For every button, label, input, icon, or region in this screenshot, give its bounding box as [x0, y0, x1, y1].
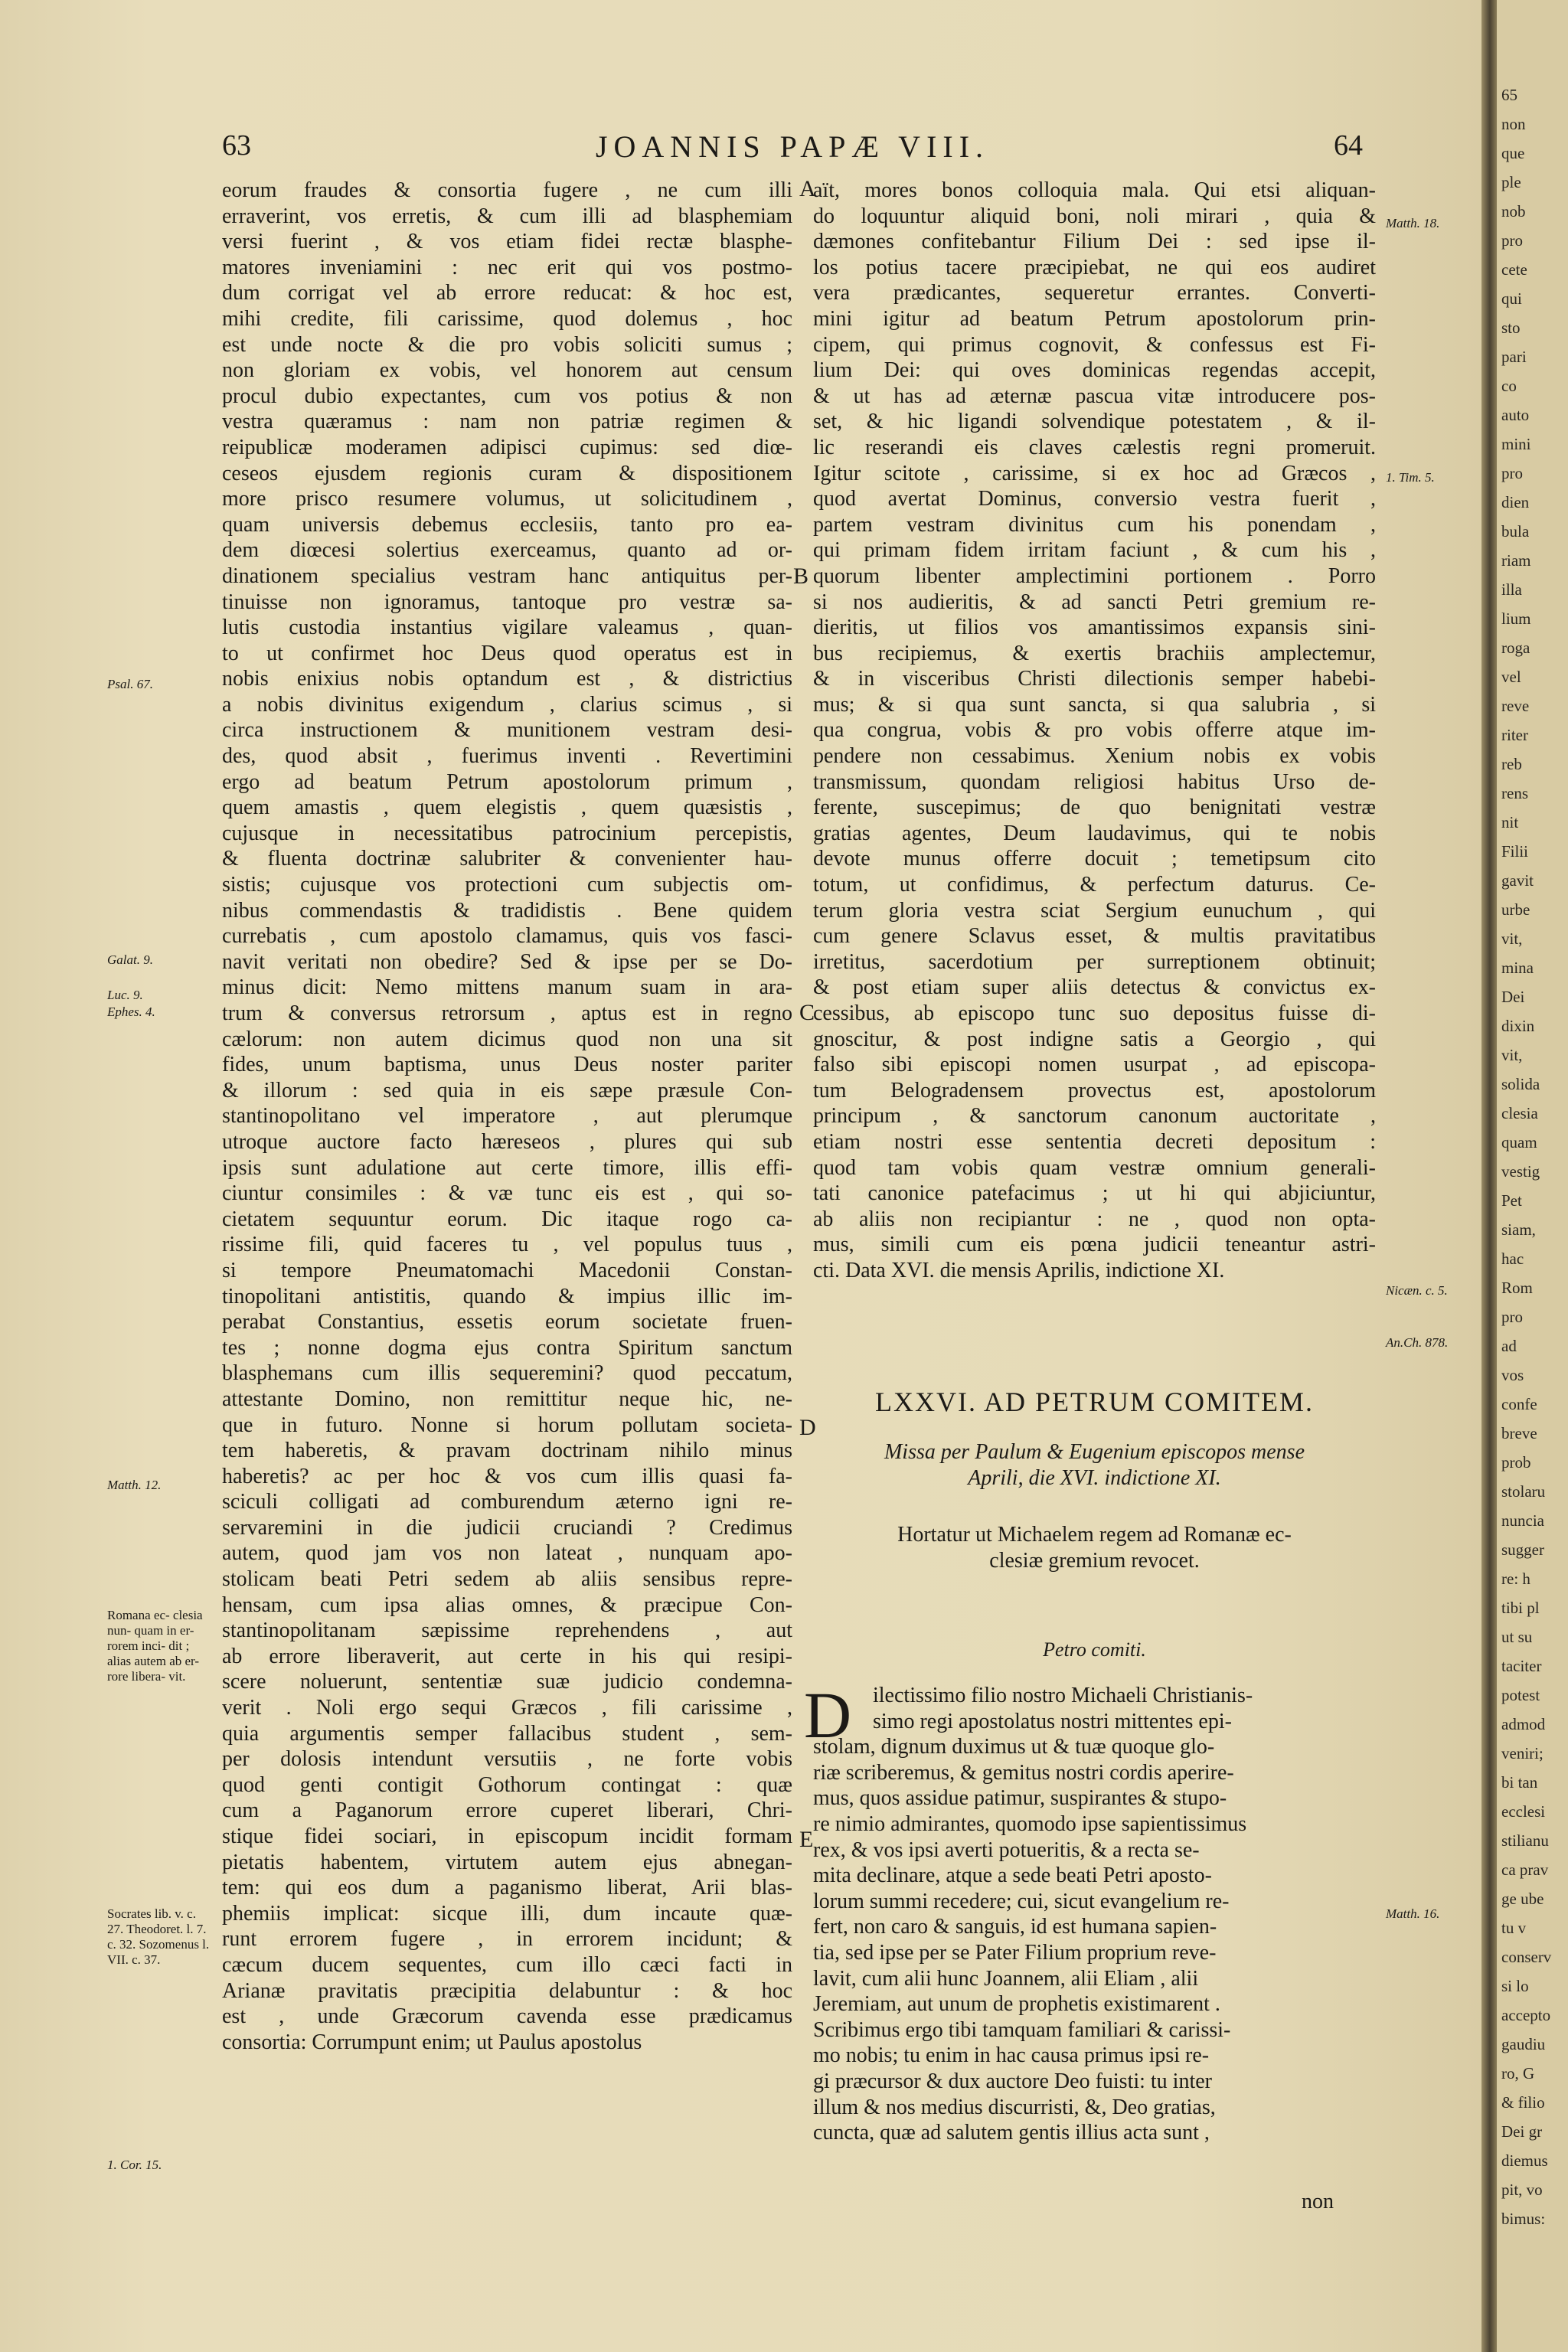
- next-page-fragment: dixin: [1501, 1017, 1535, 1035]
- right-column-line: cipem, qui primus cognovit, & confessus est Fi-: [813, 332, 1376, 357]
- left-column-line: to ut confirmet hoc Deus quod operatus est in: [222, 641, 792, 665]
- left-column-line: stantinopolitano vel imperatore , aut plerumque: [222, 1104, 792, 1129]
- letter-line: rex, & vos ipsi averti potueritis, & a recta se-: [813, 1838, 1200, 1862]
- next-page-fragment: conserv: [1501, 1948, 1552, 1966]
- left-column-line: nibus commendastis & tradidistis . Bene quidem: [222, 898, 792, 923]
- right-column-line: qua congrua, vobis & pro vobis offerre atque im-: [813, 718, 1376, 743]
- next-page-fragment: bula: [1501, 522, 1530, 541]
- epistle-salutation: Petro comiti.: [1043, 1638, 1146, 1661]
- left-page-number: 63: [222, 129, 251, 162]
- right-column-line: qui primam fidem irritam faciunt , & cum his ,: [813, 538, 1376, 563]
- right-column-line: do loquuntur aliquid boni, noli mirari , quia &: [813, 204, 1376, 228]
- right-column-line: pendere non cessabimus. Xenium nobis ex vobis: [813, 744, 1376, 769]
- left-column-line: non gloriam ex vobis, vel honorem aut censum: [222, 358, 792, 383]
- right-column-line: & post etiam super aliis detectus & convictus ex-: [813, 975, 1376, 1000]
- left-column-line: stique fidei sociari, in episcopum incidit formam: [222, 1824, 792, 1848]
- left-column-line: & illorum : sed quia in eis sæpe præsule Con-: [222, 1078, 792, 1102]
- left-column-line: servaremini in die judicii cruciandi ? Credimus: [222, 1515, 792, 1540]
- left-column-line: sciculi colligati ad comburendum æterno igni re-: [222, 1490, 792, 1514]
- right-column-line: totum, ut confidimus, & perfectum daturus. Ce-: [813, 873, 1376, 897]
- right-column-line: cessibus, ab episcopo tunc suo depositus fuisse di-: [813, 1001, 1376, 1025]
- left-column-line: Arianæ pravitatis præcipitia delabuntur : & hoc: [222, 1978, 792, 2003]
- next-page-fragment: admod: [1501, 1715, 1546, 1733]
- next-page-fragment: bimus:: [1501, 2210, 1546, 2228]
- right-column-line: quod avertat Dominus, conversio vestra fuerit ,: [813, 487, 1376, 511]
- left-column-line: navit veritati non obedire? Sed & ipse per se Do-: [222, 949, 792, 974]
- letter-line: re nimio admirantes, quomodo ipse sapientissimus: [813, 1811, 1247, 1836]
- left-column-line: cæcum ducem sequentes, cum illo cæci facti in: [222, 1952, 792, 1977]
- next-page-fragment: riam: [1501, 551, 1531, 570]
- left-column-line: que in futuro. Nonne si horum pollutam societa-: [222, 1413, 792, 1437]
- next-page-fragment: ecclesi: [1501, 1802, 1546, 1821]
- left-column-line: autem, quod jam vos non lateat , nunquam apo-: [222, 1541, 792, 1566]
- right-column-line: mus, simili cum eis pœna judicii teneantur astri-: [813, 1233, 1376, 1257]
- right-column-line: tati canonice patefacimus ; ut hi qui abjiciuntur,: [813, 1181, 1376, 1206]
- next-page-fragment: auto: [1501, 406, 1530, 424]
- left-column-line: circa instructionem & munitionem vestram desi-: [222, 718, 792, 743]
- next-page-fragment: gaudiu: [1501, 2035, 1546, 2053]
- next-page-fragment: vit,: [1501, 929, 1523, 948]
- left-column-line: a nobis divinitus exigendum , clarius scimus , si: [222, 692, 792, 717]
- right-column-line: principum , & sanctorum canonum auctoritate ,: [813, 1104, 1376, 1129]
- next-page-fragment: bi tan: [1501, 1773, 1538, 1792]
- letter-line: ilectissimo filio nostro Michaeli Christianis-: [873, 1684, 1253, 1707]
- left-column-line: tinuisse non ignoramus, tantoque pro vestræ sa-: [222, 590, 792, 614]
- right-text-column: [813, 178, 1376, 1284]
- left-column-line: nobis enixius nobis optandum est , & districtius: [222, 667, 792, 691]
- left-column-line: reipublicæ moderamen adipisci cupimus: sed diœ-: [222, 435, 792, 459]
- right-column-line: set, & hic ligandi solvendique potestatem , & il-: [813, 410, 1376, 434]
- next-page-fragment: Pet: [1501, 1191, 1522, 1210]
- left-column-line: pietatis habentem, virtutem autem ejus abnegan-: [222, 1850, 792, 1874]
- left-column-line: vestra quæramus : nam non patriæ regimen &: [222, 410, 792, 434]
- margin-note-galat: Galat. 9.: [107, 952, 153, 967]
- letter-line: tia, sed ipse per se Pater Filium proprium reve-: [813, 1940, 1217, 1965]
- margin-note-ephes: Ephes. 4.: [107, 1004, 155, 1019]
- left-column-line: stantinopolitanam sæpissime reprehendens , aut: [222, 1619, 792, 1643]
- right-column-line: tum Belogradensem provectus est, apostolorum: [813, 1078, 1376, 1102]
- next-page-fragment: re: h: [1501, 1570, 1530, 1588]
- left-column-line: blasphemans cum illis sequeremini? quod peccatum,: [222, 1361, 792, 1386]
- right-column-line: gnoscitur, & post indigne satis a Georgio , qui: [813, 1027, 1376, 1051]
- next-page-fragment: mina: [1501, 959, 1534, 977]
- right-page-number: 64: [1334, 129, 1363, 162]
- next-page-fragment: que: [1501, 144, 1525, 162]
- right-column-line: aït, mores bonos colloquia mala. Qui etsi aliquan-: [813, 178, 1376, 202]
- left-column-line: more prisco resumere volumus, ut solicitudinem ,: [222, 487, 792, 511]
- next-page-fragment: ro, G: [1501, 2064, 1535, 2082]
- section-letter-c: C: [799, 1000, 815, 1025]
- next-page-fragment: si lo: [1501, 1977, 1529, 1995]
- left-column-line: attestante Domino, non remittitur neque hic, ne-: [222, 1387, 792, 1411]
- right-column-line: cum genere Sclavus esset, & multis pravitatibus: [813, 924, 1376, 949]
- letter-line: gi præcursor & dux auctore Deo fuisti: tu inter: [813, 2069, 1212, 2093]
- next-page-fragment: illa: [1501, 580, 1522, 599]
- letter-line: illum & nos medius discurristi, &, Deo gratias,: [813, 2095, 1216, 2119]
- left-column-line: quia argumentis semper fallacibus student , sem-: [222, 1721, 792, 1746]
- next-page-fragment: ca prav: [1501, 1860, 1549, 1879]
- section-letter-a: A: [799, 176, 816, 201]
- letter-line: Scribimus ergo tibi tamquam familiari & carissi-: [813, 2017, 1231, 2042]
- next-page-fragment: vit,: [1501, 1046, 1523, 1064]
- next-page-fragment: potest: [1501, 1686, 1540, 1704]
- left-column-line: quod genti contigit Gothorum contingat : quæ: [222, 1772, 792, 1797]
- drop-cap: D: [804, 1678, 852, 1752]
- left-column-line: perabat Constantius, essetis eorum societate fruen-: [222, 1310, 792, 1334]
- left-column-line: des, quod absit , fuerimus inventi . Revertimini: [222, 744, 792, 769]
- left-column-line: phemiis implicat: sicque illi, dum incaute quæ-: [222, 1901, 792, 1926]
- margin-note-romana: Romana ec- clesia nun- quam in er- rorem inci- dit ; alias autem ab er- rore libera- vit.: [107, 1608, 203, 1684]
- letter-line: lorum summi recedere; cui, sicut evangelium re-: [813, 1889, 1230, 1913]
- next-page-fragment: pro: [1501, 1308, 1523, 1326]
- next-page-fragment: veniri;: [1501, 1744, 1544, 1762]
- next-page-fragment: qui: [1501, 289, 1522, 308]
- left-column-line: eorum fraudes & consortia fugere , ne cum illi: [222, 178, 792, 202]
- next-page-fragment: riter: [1501, 726, 1528, 744]
- margin-note-matth-16: Matth. 16.: [1386, 1906, 1440, 1921]
- left-column-line: ciuntur consimiles : & væ tunc eis est , qui so-: [222, 1181, 792, 1206]
- right-column-line: falso sibi episcopi nomen usurpat , ad episcopa-: [813, 1053, 1376, 1077]
- right-column-line: bus recipiemus, & exertis brachiis amplectemur,: [813, 641, 1376, 665]
- left-column-line: hensam, cum ipsa alias omnes, & præcipue Con-: [222, 1592, 792, 1617]
- left-column-line: si tempore Pneumatomachi Macedonii Constan-: [222, 1258, 792, 1282]
- next-page-fragment: sugger: [1501, 1540, 1544, 1559]
- left-column-line: ergo ad beatum Petrum apostolorum primum ,: [222, 769, 792, 794]
- next-page-fragment: Dei gr: [1501, 2122, 1543, 2141]
- right-column-line: Igitur scitote , carissime, si ex hoc ad Græcos ,: [813, 461, 1376, 485]
- left-column-line: haberetis? ac per hoc & vos cum illis quasi fa-: [222, 1464, 792, 1488]
- left-column-line: mihi credite, fili carissime, quod dolemus , hoc: [222, 306, 792, 331]
- next-page-fragment: tibi pl: [1501, 1599, 1540, 1617]
- next-page-fragment: 65: [1501, 86, 1517, 104]
- next-page-fragment: clesia: [1501, 1104, 1538, 1122]
- margin-note-matth-18: Matth. 18.: [1386, 216, 1440, 230]
- right-column-line: lium Dei: qui oves dominicas regendas accepit,: [813, 358, 1376, 383]
- right-column-line: etiam nostri esse sententia decreti depositum :: [813, 1129, 1376, 1154]
- right-column-line: dieritis, ut filios vos amantissimos expansis sini-: [813, 616, 1376, 640]
- section-letter-d: D: [799, 1415, 816, 1440]
- next-page-edge: [1497, 0, 1568, 2352]
- next-page-fragment: quam: [1501, 1133, 1537, 1152]
- epistle-summary-line-1: Hortatur ut Michaelem regem ad Romanæ ec-: [897, 1523, 1292, 1547]
- margin-note-psal: Psal. 67.: [107, 677, 153, 691]
- letter-line: mus, quos assidue patimur, suspirantes & stupo-: [813, 1786, 1227, 1811]
- next-page-fragment: ut su: [1501, 1628, 1533, 1646]
- left-column-line: tinopolitani antistitis, quando & impius illic im-: [222, 1284, 792, 1308]
- next-page-fragment: taciter: [1501, 1657, 1542, 1675]
- next-page-fragment: nuncia: [1501, 1511, 1544, 1530]
- left-column-line: consortia: Corrumpunt enim; ut Paulus apostolus: [222, 2030, 642, 2054]
- left-column-line: sistis; cujusque vos protectioni cum subjectis om-: [222, 873, 792, 897]
- next-page-fragment: breve: [1501, 1424, 1537, 1442]
- book-gutter: [1481, 0, 1497, 2352]
- left-column-line: cum a Paganorum errore cuperet liberari, Chri-: [222, 1798, 792, 1823]
- left-column-line: lutis custodia instantius vigilare valeamus , quan-: [222, 616, 792, 640]
- next-page-fragment: sto: [1501, 318, 1521, 337]
- left-column-line: matores inveniamini : nec erit qui vos postmo-: [222, 255, 792, 279]
- left-column-line: est , unde Græcorum cavenda esse prædicamus: [222, 2004, 792, 2029]
- right-column-line: si nos audieritis, & ad sancti Petri gremium re-: [813, 590, 1376, 614]
- left-column-line: ab errore liberaverit, aut certe in his qui resipi-: [222, 1644, 792, 1668]
- letter-line: cuncta, quæ ad salutem gentis illius acta sunt ,: [813, 2121, 1210, 2145]
- right-column-line: partem vestram divinitus cum his ponendam ,: [813, 512, 1376, 537]
- right-column-line: transmissum, quondam religiosi habitus Urso de-: [813, 769, 1376, 794]
- next-page-fragment: hac: [1501, 1250, 1524, 1268]
- epistle-letter-text: [813, 1683, 1376, 2146]
- next-page-fragment: non: [1501, 115, 1526, 133]
- next-page-fragment: ple: [1501, 173, 1521, 191]
- epistle-subtitle-line-2: Aprili, die XVI. indictione XI.: [968, 1466, 1221, 1490]
- next-page-fragment: siam,: [1501, 1220, 1536, 1239]
- right-column-line: quorum libenter amplectimini portionem . Porro: [813, 564, 1376, 588]
- right-column-line: los potius tacere præcipiebat, ne qui eos audiret: [813, 255, 1376, 279]
- right-column-line: & in visceribus Christi dilectionis semper habebi-: [813, 667, 1376, 691]
- left-column-line: tes ; nonne dogma ejus contra Spiritum sanctum: [222, 1335, 792, 1360]
- next-page-fragment: vestig: [1501, 1162, 1540, 1181]
- next-page-fragment: reb: [1501, 755, 1522, 773]
- left-column-line: rissime fili, quid faceres tu , vel populus tuus ,: [222, 1233, 792, 1257]
- next-page-fragment: nob: [1501, 202, 1526, 220]
- next-page-fragment: rens: [1501, 784, 1528, 802]
- left-column-line: stolicam beati Petri sedem ab aliis sensibus repre-: [222, 1567, 792, 1592]
- next-page-fragment: Filii: [1501, 842, 1529, 861]
- left-column-line: est unde nocte & die pro vobis soliciti sumus ;: [222, 332, 792, 357]
- next-page-fragment: diemus: [1501, 2151, 1548, 2170]
- left-column-line: per dolosis intendunt versutiis , ne forte vobis: [222, 1747, 792, 1772]
- next-page-fragment: vos: [1501, 1366, 1524, 1384]
- next-page-fragment: mini: [1501, 435, 1531, 453]
- margin-note-nicaen: Nicæn. c. 5.: [1386, 1283, 1448, 1298]
- margin-note-matth-12: Matth. 12.: [107, 1478, 162, 1492]
- right-column-line: mus; & si qua sunt sancta, si qua salubria , si: [813, 692, 1376, 717]
- margin-note-tim: 1. Tim. 5.: [1386, 470, 1435, 485]
- next-page-fragment: ge ube: [1501, 1890, 1544, 1908]
- left-column-line: trum & conversus retrorsum , aptus est in regno: [222, 1001, 792, 1025]
- left-column-line: scere noluerunt, sententiæ suæ judicio condemna-: [222, 1670, 792, 1694]
- left-column-line: cælorum: non autem dicimus quod non una sit: [222, 1027, 792, 1051]
- epistle-title: LXXVI. AD PETRUM COMITEM.: [874, 1387, 1314, 1417]
- left-column-line: cietatem sequuntur eorum. Dic itaque rogo ca-: [222, 1207, 792, 1231]
- letter-line: mita declinare, atque a sede beati Petri aposto-: [813, 1864, 1212, 1888]
- left-column-line: minus dicit: Nemo mittens manum suam in ara-: [222, 975, 792, 1000]
- right-column-line: cti. Data XVI. die mensis Aprilis, indictione XI.: [813, 1258, 1225, 1282]
- next-page-fragment: prob: [1501, 1453, 1531, 1472]
- left-column-line: ceseos ejusdem regionis curam & dispositionem: [222, 461, 792, 485]
- left-column-line: erraverint, vos erretis, & cum illi ad blasphemiam: [222, 204, 792, 228]
- left-column-line: verit . Noli ergo sequi Græcos , fili carissime ,: [222, 1696, 792, 1720]
- left-column-line: currebatis , cum apostolo clamamus, quis vos fasci-: [222, 924, 792, 949]
- right-column-line: & ut has ad æternæ pascua vitæ introducere pos-: [813, 384, 1376, 408]
- next-page-fragment: ad: [1501, 1337, 1517, 1355]
- left-column-line: tem: qui eos dum a paganismo liberat, Arii blas-: [222, 1876, 792, 1900]
- next-page-fragment: lium: [1501, 609, 1531, 628]
- next-page-fragment: pro: [1501, 464, 1523, 482]
- next-page-fragment: cete: [1501, 260, 1527, 279]
- left-column-line: tem haberetis, & pravam doctrinam nihilo minus: [222, 1439, 792, 1463]
- right-column-line: devote munus offerre docuit ; temetipsum cito: [813, 847, 1376, 871]
- letter-line: mo nobis; tu enim in hac causa primus ipsi re-: [813, 2043, 1210, 2068]
- next-page-fragment: dien: [1501, 493, 1530, 511]
- left-column-line: utroque auctore facto hæreseos , plures qui sub: [222, 1129, 792, 1154]
- letter-line: riæ scriberemus, & gemitus nostri cordis aperire-: [813, 1760, 1234, 1785]
- next-page-fragment: roga: [1501, 639, 1530, 657]
- left-column-line: dum corrigat vel ab errore reducat: & hoc est,: [222, 281, 792, 305]
- running-head: [222, 129, 1363, 175]
- next-page-fragment: & filio: [1501, 2093, 1545, 2112]
- next-page-fragment: confe: [1501, 1395, 1537, 1413]
- next-page-fragment: tu v: [1501, 1919, 1527, 1937]
- right-column-line: lic reserandi eis claves cælestis regni promeruit.: [813, 435, 1376, 459]
- letter-line: lavit, cum alii hunc Joannem, alii Eliam , alii: [813, 1966, 1199, 1991]
- letter-line: fert, non caro & sanguis, id est humana sapien-: [813, 1915, 1217, 1939]
- left-column-line: cujusque in necessitatibus patrocinium percepistis,: [222, 821, 792, 845]
- left-column-line: dem diœcesi solertius exerceamus, quanto ad or-: [222, 538, 792, 563]
- right-column-line: terum gloria vestra sciat Sergium eunuchum , qui: [813, 898, 1376, 923]
- catchword: non: [1302, 2190, 1334, 2213]
- letter-line: stolam, dignum duximus ut & tuæ quoque glo-: [813, 1735, 1215, 1759]
- next-page-fragment: Dei: [1501, 988, 1525, 1006]
- margin-note-anno: An.Ch. 878.: [1386, 1335, 1449, 1350]
- margin-note-cor: 1. Cor. 15.: [107, 2158, 162, 2172]
- left-column-line: runt errorem fugere , in errorem incidunt; &: [222, 1927, 792, 1952]
- next-page-fragment: pro: [1501, 231, 1523, 250]
- letter-line: simo regi apostolatus nostri mittentes epi-: [873, 1709, 1232, 1733]
- next-page-fragment: Rom: [1501, 1279, 1533, 1297]
- next-page-fragment: stilianu: [1501, 1831, 1549, 1850]
- left-column-line: quem amastis , quem elegistis , quem quæsistis ,: [222, 795, 792, 820]
- next-page-fragment: pit, vo: [1501, 2180, 1543, 2199]
- left-text-column: [222, 178, 792, 2055]
- next-page-fragment: solida: [1501, 1075, 1540, 1093]
- margin-note-luc: Luc. 9.: [107, 988, 143, 1002]
- left-column-line: fides, unum baptisma, unus Deus noster pariter: [222, 1053, 792, 1077]
- section-letter-b: B: [793, 564, 809, 589]
- right-column-line: quod tam vobis quam vestræ omnium generali-: [813, 1155, 1376, 1180]
- margin-note-socrates: Socrates lib. v. c. 27. Theodoret. l. 7. c. 32. Sozomenus l. VII. c. 37.: [107, 1906, 210, 1967]
- left-column-line: & fluenta doctrinæ salubriter & convenienter hau-: [222, 847, 792, 871]
- next-page-fragment: gavit: [1501, 871, 1534, 890]
- epistle-subtitle-line-1: Missa per Paulum & Eugenium episcopos mense: [884, 1440, 1305, 1464]
- right-column-line: dæmones confitebantur Filium Dei : sed ipse il-: [813, 230, 1376, 254]
- next-page-fragment: accepto: [1501, 2006, 1551, 2024]
- next-page-fragment: co: [1501, 377, 1517, 395]
- next-page-fragment: reve: [1501, 697, 1530, 715]
- epistle-summary-line-2: clesiæ gremium revocet.: [989, 1549, 1200, 1573]
- running-title: JOANNIS PAPÆ VIII.: [595, 129, 990, 164]
- next-page-fragment: vel: [1501, 668, 1521, 686]
- left-column-line: procul dubio expectantes, cum vos potius & non: [222, 384, 792, 408]
- left-column-line: versi fuerint , & vos etiam fidei rectæ blasphe-: [222, 230, 792, 254]
- right-column-line: ferente, suscepimus; de quo benignitati vestræ: [813, 795, 1376, 820]
- next-page-fragment: urbe: [1501, 900, 1530, 919]
- section-letter-e: E: [799, 1827, 814, 1852]
- next-page-fragment: pari: [1501, 348, 1527, 366]
- letter-line: Jeremiam, aut unum de prophetis existimarent .: [813, 1992, 1220, 2017]
- right-column-line: vera prædicantes, sequeretur errantes. Converti-: [813, 281, 1376, 305]
- next-page-fragment: nit: [1501, 813, 1519, 831]
- right-column-line: gratias agentes, Deum laudavimus, qui te nobis: [813, 821, 1376, 845]
- right-column-line: mini igitur ad beatum Petrum apostolorum prin-: [813, 306, 1376, 331]
- right-column-line: irretitus, sacerdotium per surreptionem obtinuit;: [813, 949, 1376, 974]
- right-column-line: ab aliis non recipiantur : ne , quod non opta-: [813, 1207, 1376, 1231]
- left-column-line: dinationem specialius vestram hanc antiquitus per-: [222, 564, 792, 588]
- left-column-line: ipsis sunt adulatione aut certe timore, illis effi-: [222, 1155, 792, 1180]
- left-column-line: quam universis debemus ecclesiis, tanto pro ea-: [222, 512, 792, 537]
- next-page-fragment: stolaru: [1501, 1482, 1546, 1501]
